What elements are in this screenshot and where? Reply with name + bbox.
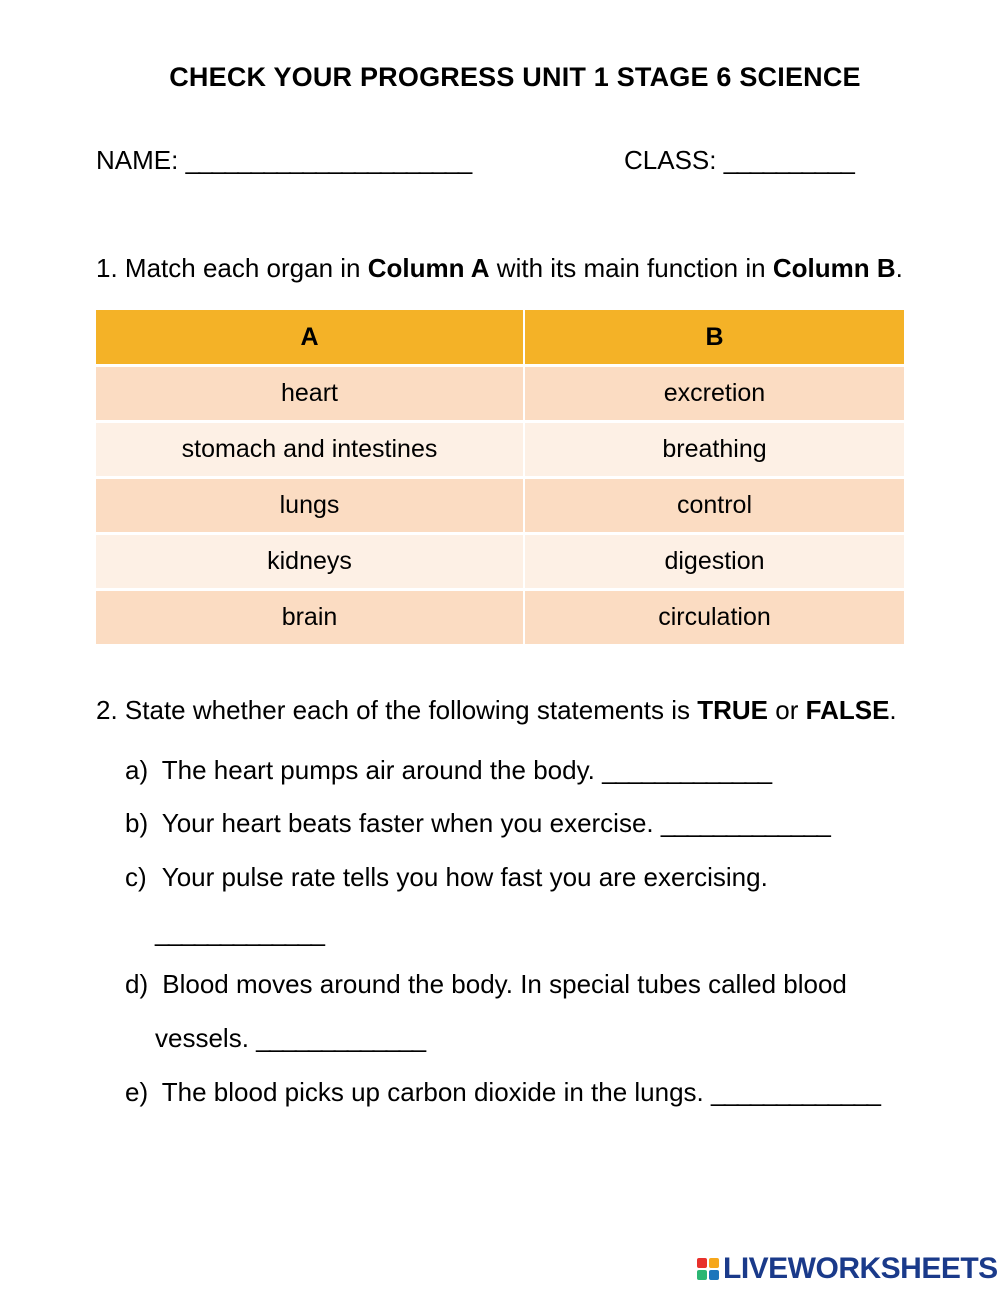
statement-label: a) [125,755,149,785]
matching-table [96,310,904,644]
question-2 [96,695,897,726]
logo-square [709,1258,719,1268]
statement-text: Your heart beats faster when you exercise. [161,808,654,838]
logo-text: LIVEWORKSHEETS [723,1252,998,1285]
statement-e [125,1077,880,1108]
table-row [96,532,904,588]
statement-d-continued [155,1023,425,1054]
function-cell[interactable]: digestion [525,532,904,588]
answer-blank[interactable]: _____________ [602,755,771,785]
function-cell[interactable]: breathing [525,420,904,476]
table-row [96,364,904,420]
logo-square [697,1270,707,1280]
q1-text-b: with its main function in [496,253,766,283]
organ-cell[interactable]: lungs [96,476,525,532]
question-1 [96,253,903,284]
statement-text-continued: vessels. [155,1023,249,1053]
statement-a [125,755,771,786]
statement-text: The heart pumps air around the body. [161,755,595,785]
q1-end: . [895,253,903,283]
class-row [624,145,853,176]
function-cell[interactable]: excretion [525,364,904,420]
statement-text: Your pulse rate tells you how fast you are exercising. [161,862,768,892]
statement-label: d) [125,969,149,999]
organ-cell[interactable]: brain [96,588,525,644]
answer-blank[interactable]: _____________ [660,808,830,838]
logo-icon [697,1258,719,1280]
q2-end: . [889,695,897,725]
function-cell[interactable]: control [525,476,904,532]
q1-number: 1. [96,253,118,283]
q2-text: State whether each of the following statements is [124,695,691,725]
statement-b [125,808,829,839]
table-row [96,588,904,644]
answer-blank[interactable]: _____________ [711,1077,880,1107]
table-row [96,476,904,532]
column-b-header: B [525,310,904,364]
statement-c [125,862,768,893]
statement-c-blank-row [155,917,323,948]
statement-text: The blood picks up carbon dioxide in the lungs. [161,1077,704,1107]
organ-cell[interactable]: heart [96,364,525,420]
name-field[interactable]: ______________________ [185,145,471,175]
class-label: CLASS: [624,145,717,175]
table-row [96,420,904,476]
name-label: NAME: [96,145,179,175]
q2-or: or [775,695,799,725]
q2-false: FALSE [805,695,890,725]
organ-cell[interactable]: stomach and intestines [96,420,525,476]
statement-label: c) [125,862,147,892]
name-row [96,145,471,176]
column-a-header: A [96,310,525,364]
class-field[interactable]: __________ [723,145,854,175]
logo-square [709,1270,719,1280]
answer-blank[interactable]: _____________ [155,917,324,947]
organ-cell[interactable]: kidneys [96,532,525,588]
function-cell[interactable]: circulation [525,588,904,644]
liveworksheets-logo [697,1252,998,1286]
answer-blank[interactable]: _____________ [256,1023,425,1053]
statement-label: e) [125,1077,149,1107]
page-title: CHECK YOUR PROGRESS UNIT 1 STAGE 6 SCIENCE [169,62,861,92]
statement-d [125,969,847,1000]
q1-column-a: Column A [367,253,490,283]
q2-number: 2. [96,695,118,725]
q1-text-a: Match each organ in [124,253,361,283]
q2-true: TRUE [697,695,769,725]
table-header-row [96,310,904,364]
logo-square [697,1258,707,1268]
q1-column-b: Column B [772,253,896,283]
statement-text: Blood moves around the body. In special tubes called blood [162,969,847,999]
statement-label: b) [125,808,149,838]
